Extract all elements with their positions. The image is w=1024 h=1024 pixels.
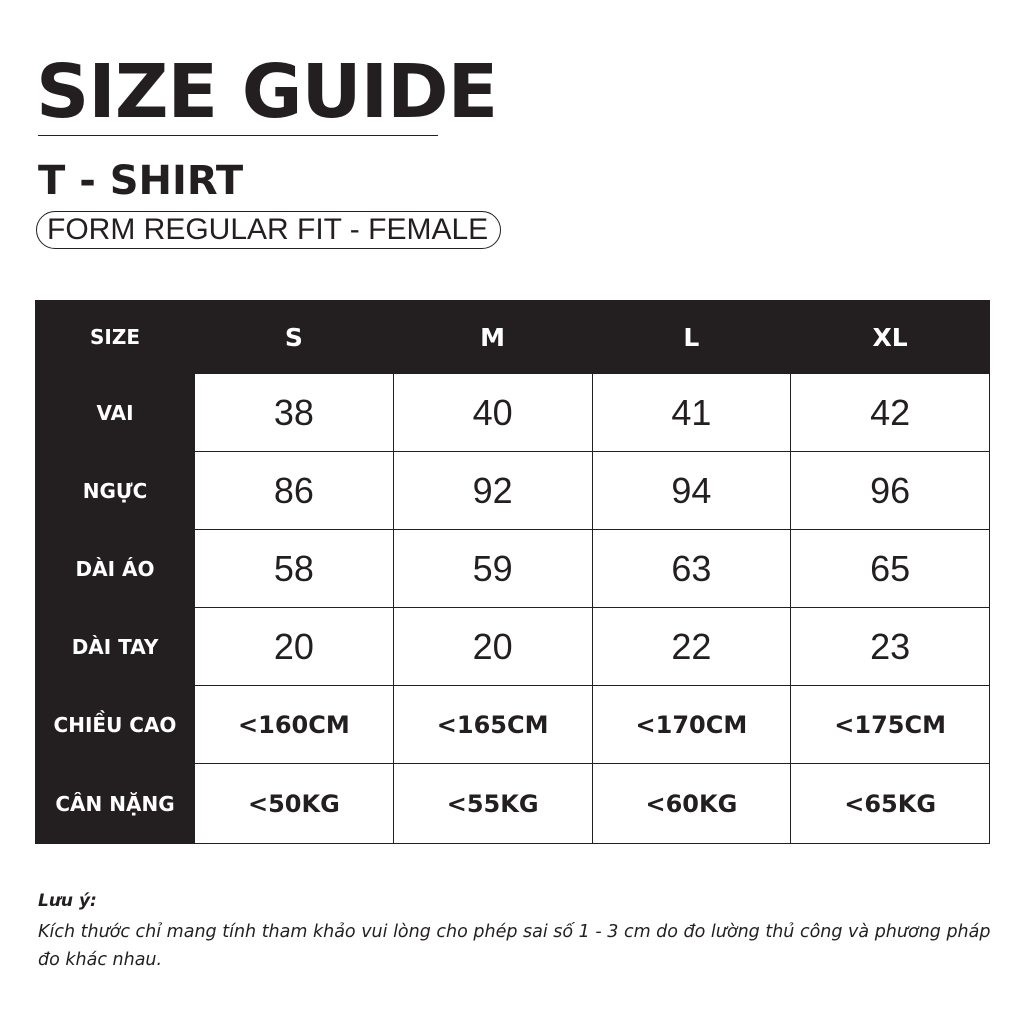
- size-header-xl: XL: [791, 301, 990, 374]
- table-cell: 22: [592, 608, 791, 686]
- table-row: [36, 686, 990, 764]
- table-cell: 94: [592, 452, 791, 530]
- table-cell: 65: [791, 530, 990, 608]
- table-row: [36, 764, 990, 844]
- size-header-l: L: [592, 301, 791, 374]
- note-label: Lưu ý:: [38, 891, 97, 911]
- note-text: Kích thước chỉ mang tính tham khảo vui lòng cho phép sai số 1 - 3 cm do đo lường thủ công và phương pháp đo khác nhau.: [38, 922, 991, 970]
- row-label-shoulder: VAI: [36, 374, 195, 452]
- table-cell: 20: [195, 608, 394, 686]
- row-label-height: CHIỀU CAO: [36, 686, 195, 764]
- table-row: [36, 452, 990, 530]
- table-cell: <50KG: [195, 764, 394, 844]
- table-cell: 42: [791, 374, 990, 452]
- table-cell: 86: [195, 452, 394, 530]
- table-cell: 59: [393, 530, 592, 608]
- table-cell: 92: [393, 452, 592, 530]
- table-cell: 96: [791, 452, 990, 530]
- row-label-sleeve: DÀI TAY: [36, 608, 195, 686]
- table-header-row: [36, 301, 990, 374]
- row-label-weight: CÂN NẶNG: [36, 764, 195, 844]
- size-table: [35, 300, 990, 844]
- corner-label: SIZE: [36, 301, 195, 374]
- table-cell: <170CM: [592, 686, 791, 764]
- table-cell: 41: [592, 374, 791, 452]
- table-row: [36, 374, 990, 452]
- table-cell: 20: [393, 608, 592, 686]
- table-row: [36, 608, 990, 686]
- table-cell: 63: [592, 530, 791, 608]
- table-cell: <175CM: [791, 686, 990, 764]
- table-cell: <60KG: [592, 764, 791, 844]
- form-fit-badge: FORM REGULAR FIT - FEMALE: [36, 211, 501, 249]
- table-cell: <55KG: [393, 764, 592, 844]
- size-header-m: M: [393, 301, 592, 374]
- title-divider: [38, 135, 438, 136]
- table-cell: <65KG: [791, 764, 990, 844]
- page-title: SIZE GUIDE: [36, 49, 498, 135]
- size-header-s: S: [195, 301, 394, 374]
- table-cell: <165CM: [393, 686, 592, 764]
- table-cell: 38: [195, 374, 394, 452]
- product-name: T - SHIRT: [38, 158, 244, 204]
- table-cell: <160CM: [195, 686, 394, 764]
- table-cell: 58: [195, 530, 394, 608]
- row-label-chest: NGỰC: [36, 452, 195, 530]
- row-label-length: DÀI ÁO: [36, 530, 195, 608]
- table-cell: 40: [393, 374, 592, 452]
- table-row: [36, 530, 990, 608]
- table-cell: 23: [791, 608, 990, 686]
